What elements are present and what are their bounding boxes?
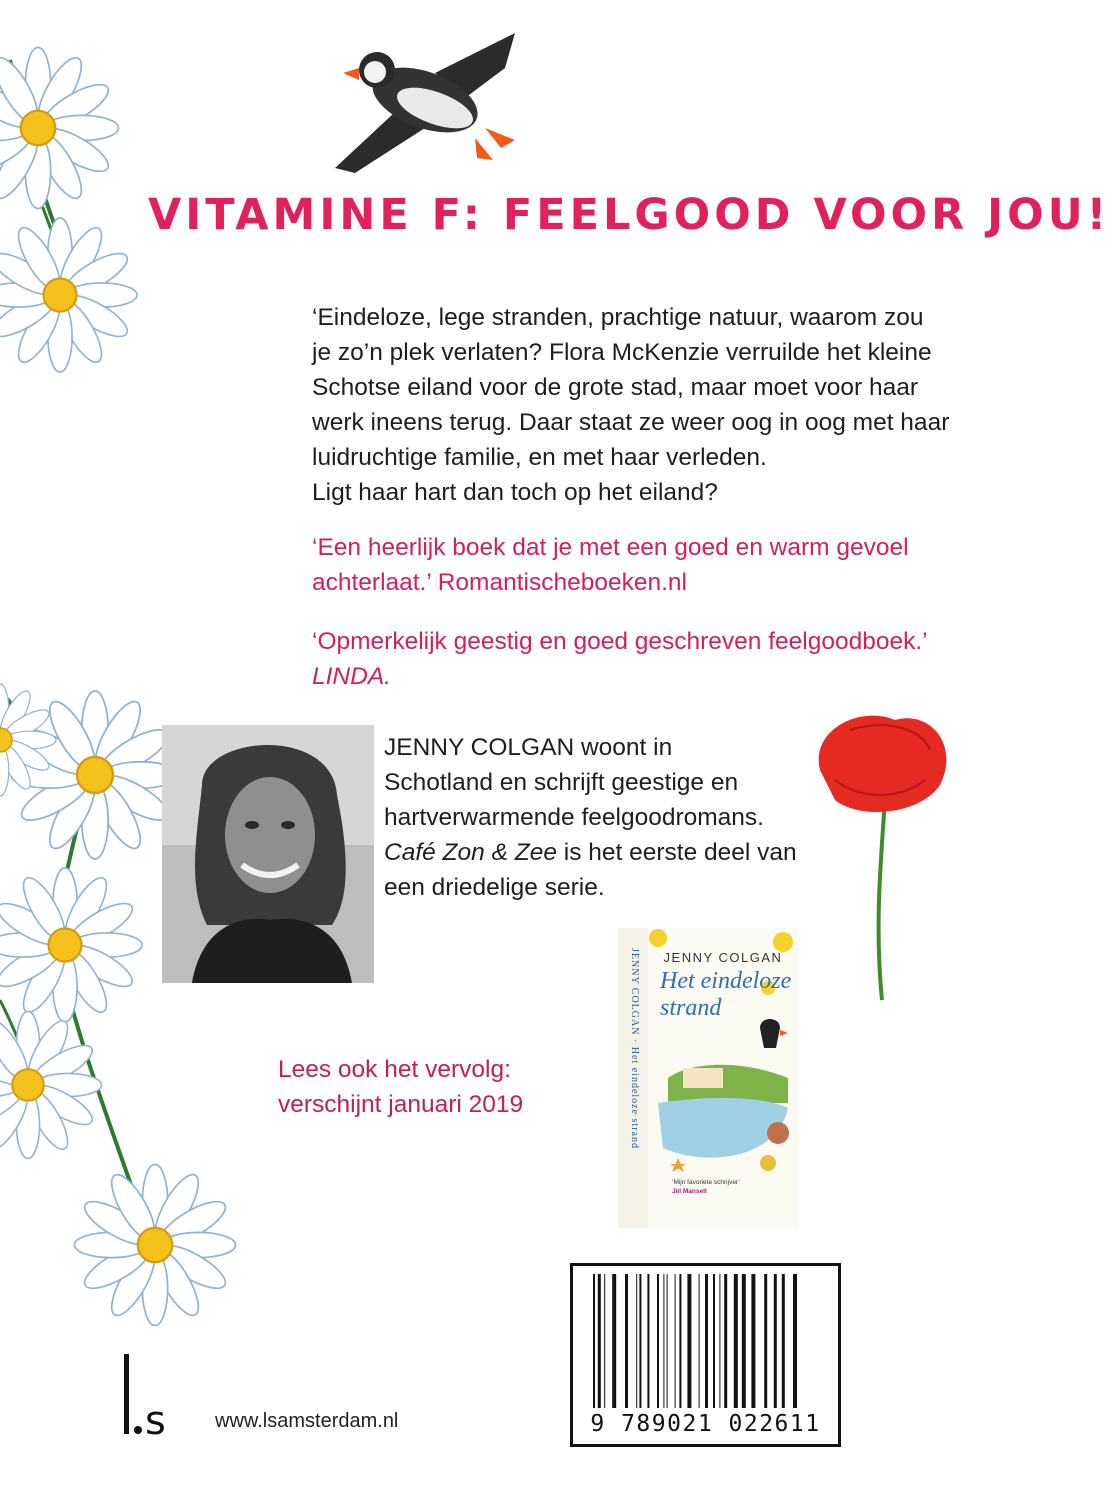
sequel-line: Lees ook het vervolg:	[278, 1056, 511, 1083]
quote-line: ‘Een heerlijk boek dat je met een goed en warm gevoel	[312, 534, 909, 561]
book-title: Het eindeloze strand	[660, 968, 792, 1021]
bio-line: JENNY COLGAN woont in	[384, 734, 673, 761]
review-quote-1	[312, 530, 912, 600]
book-author: JENNY COLGAN	[663, 950, 783, 965]
publisher-website: www.lsamsterdam.nl	[215, 1410, 399, 1432]
blurb-line: Ligt haar hart dan toch op het eiland?	[312, 479, 718, 506]
spine-text: JENNY COLGAN · Het eindeloze strand	[629, 948, 640, 1149]
publisher-logo	[118, 1348, 188, 1444]
barcode-bar	[667, 1274, 668, 1408]
review-quote-2	[312, 624, 928, 694]
barcode-bar	[625, 1274, 628, 1408]
headline: VITAMINE F: FEELGOOD VOOR JOU!	[148, 190, 1110, 240]
barcode-bar	[699, 1274, 700, 1408]
quote-source: LINDA.	[312, 663, 391, 690]
isbn-barcode	[570, 1263, 841, 1447]
sequel-note	[278, 1052, 598, 1122]
barcode-bar	[687, 1274, 691, 1408]
barcode-bar	[705, 1274, 708, 1408]
barcode-bar	[713, 1274, 715, 1408]
barcode-bar	[612, 1274, 616, 1408]
barcode-bar	[724, 1274, 727, 1408]
sequel-line: verschijnt januari 2019	[278, 1091, 524, 1118]
barcode-bar	[657, 1274, 659, 1408]
barcode-bar	[719, 1274, 720, 1408]
series-title: Café Zon & Zee	[384, 839, 557, 866]
book-quote: ‘Mijn favoriete schrijver’ Jill Mansell	[672, 1179, 740, 1195]
barcode-bar	[742, 1274, 746, 1408]
book-front	[648, 928, 798, 1228]
puffin-illustration	[315, 28, 535, 178]
barcode-bar	[647, 1274, 649, 1408]
blurb-line: je zo’n plek verlaten? Flora McKenzie verruilde het kleine	[312, 339, 932, 366]
barcode-bar	[764, 1274, 767, 1408]
barcode-bar	[604, 1274, 605, 1408]
svg-text:s: s	[145, 1398, 166, 1444]
bio-line: hartverwarmende feelgoodromans.	[384, 804, 764, 831]
blurb-line: werk ineens terug. Daar staat ze weer oog in oog met haar	[312, 409, 950, 436]
barcode-bar	[782, 1274, 785, 1408]
bio-line: een driedelige serie.	[384, 874, 605, 901]
blurb-line: luidruchtige familie, en met haar verleden.	[312, 444, 767, 471]
book-spine	[618, 928, 649, 1228]
sequel-book-cover	[618, 928, 798, 1228]
blurb	[312, 300, 950, 510]
author-photo	[162, 725, 374, 983]
blurb-line: Schotse eiland voor de grote stad, maar moet voor haar	[312, 374, 919, 401]
barcode-bar	[598, 1274, 601, 1408]
barcode-bar	[679, 1274, 681, 1408]
isbn-digits: 9 789021 022611	[590, 1411, 821, 1437]
bio-line: Schotland en schrijft geestige en	[384, 769, 739, 796]
barcode-bar	[639, 1274, 641, 1408]
barcode-bar	[636, 1274, 637, 1408]
barcode-bar	[774, 1274, 777, 1408]
barcode-bar	[675, 1274, 676, 1408]
barcode-bar	[793, 1274, 797, 1408]
barcode-bar	[663, 1274, 664, 1408]
bio-line: is het eerste deel van	[556, 839, 797, 866]
blurb-line: ‘Eindeloze, lege stranden, prachtige natuur, waarom zou	[312, 304, 924, 331]
quote-line: achterlaat.’ Romantischeboeken.nl	[312, 569, 687, 596]
barcode-bar	[751, 1274, 755, 1408]
quote-line: ‘Opmerkelijk geestig en goed geschreven feelgoodboek.’	[312, 628, 928, 655]
barcode-bar	[734, 1274, 738, 1408]
barcode-bar	[593, 1274, 595, 1408]
barcode-bars	[593, 1274, 818, 1408]
author-bio	[384, 730, 854, 905]
